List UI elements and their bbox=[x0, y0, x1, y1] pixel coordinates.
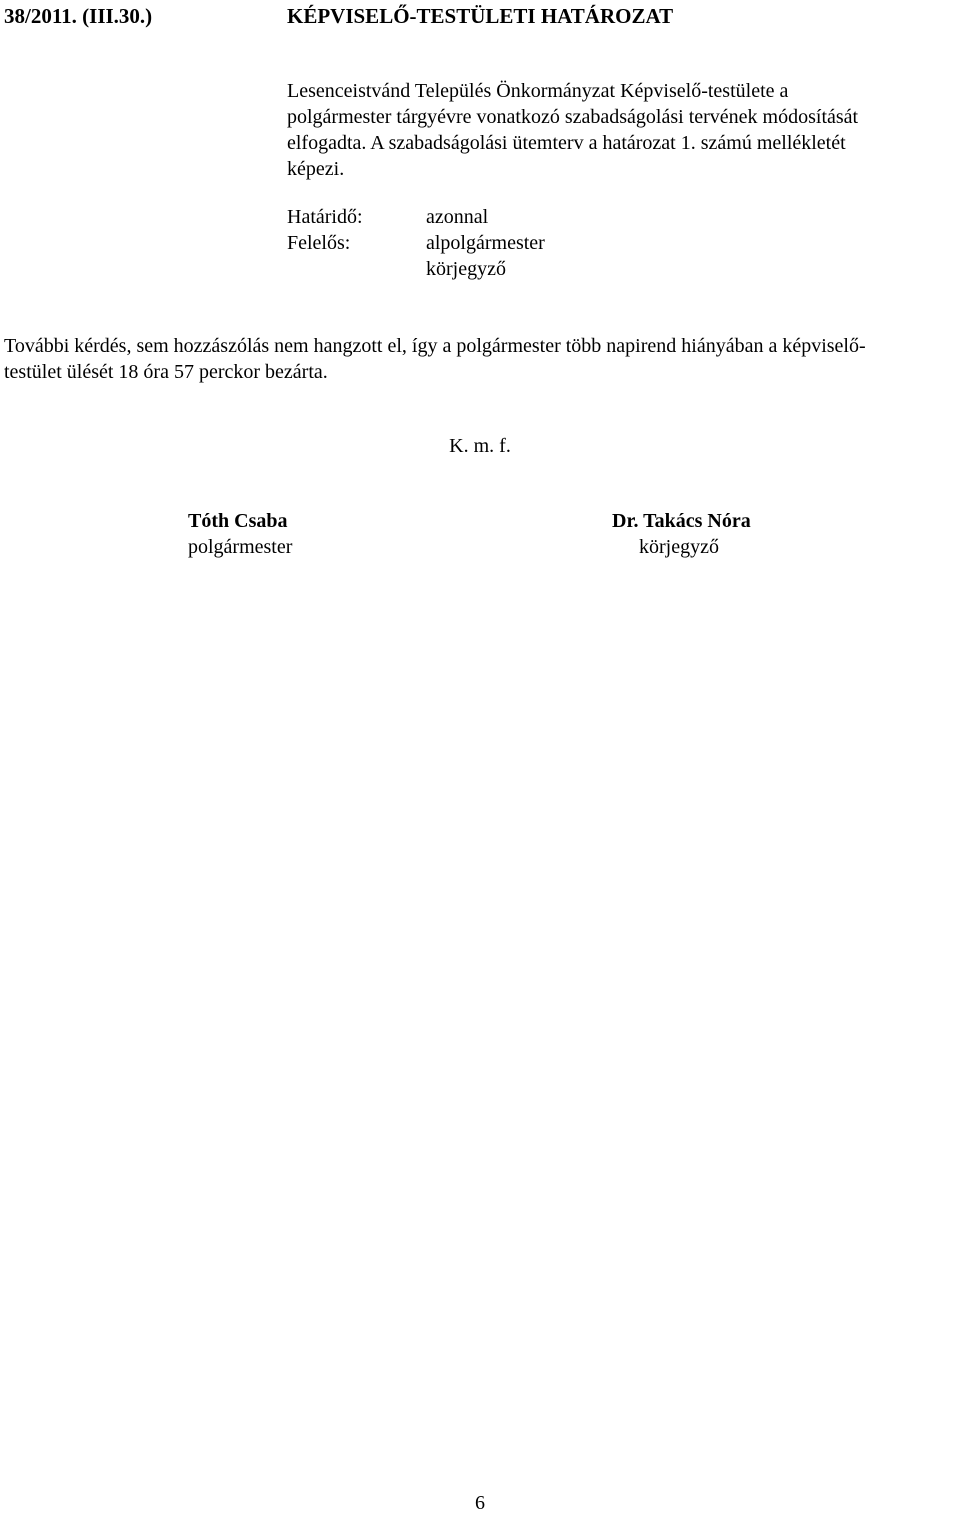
resolution-body bbox=[287, 78, 927, 182]
resolution-line: elfogadta. A szabadságolási ütemterv a határozat 1. számú mellékletét bbox=[287, 132, 846, 154]
resolution-line: képezi. bbox=[287, 158, 345, 180]
closing-line: testület ülését 18 óra 57 perckor bezárta. bbox=[4, 361, 328, 383]
signatory-notary-name: Dr. Takács Nóra bbox=[612, 510, 751, 532]
resolution-title: KÉPVISELŐ-TESTÜLETI HATÁROZAT bbox=[287, 4, 674, 28]
closing-line: További kérdés, sem hozzászólás nem hangzott el, így a polgármester több napirend hiányában a képviselő- bbox=[4, 335, 866, 357]
page-number: 6 bbox=[475, 1492, 485, 1514]
signatory-notary-title: körjegyző bbox=[639, 536, 719, 558]
responsible-label: Felelős: bbox=[287, 232, 351, 254]
resolution-line: Lesenceistvánd Település Önkormányzat Képviselő-testülete a bbox=[287, 80, 789, 102]
resolution-number: 38/2011. (III.30.) bbox=[4, 4, 153, 28]
signatory-mayor-title: polgármester bbox=[188, 536, 293, 558]
closing-paragraph bbox=[4, 333, 866, 385]
deadline-label: Határidő: bbox=[287, 206, 363, 228]
deadline-value: azonnal bbox=[426, 206, 489, 228]
signatory-mayor-name: Tóth Csaba bbox=[188, 510, 288, 532]
resolution-line: polgármester tárgyévre vonatkozó szabadságolási tervének módosítását bbox=[287, 106, 859, 128]
kmf-label: K. m. f. bbox=[449, 435, 511, 457]
responsible-value: alpolgármester bbox=[426, 232, 545, 254]
responsible-value: körjegyző bbox=[426, 258, 506, 280]
